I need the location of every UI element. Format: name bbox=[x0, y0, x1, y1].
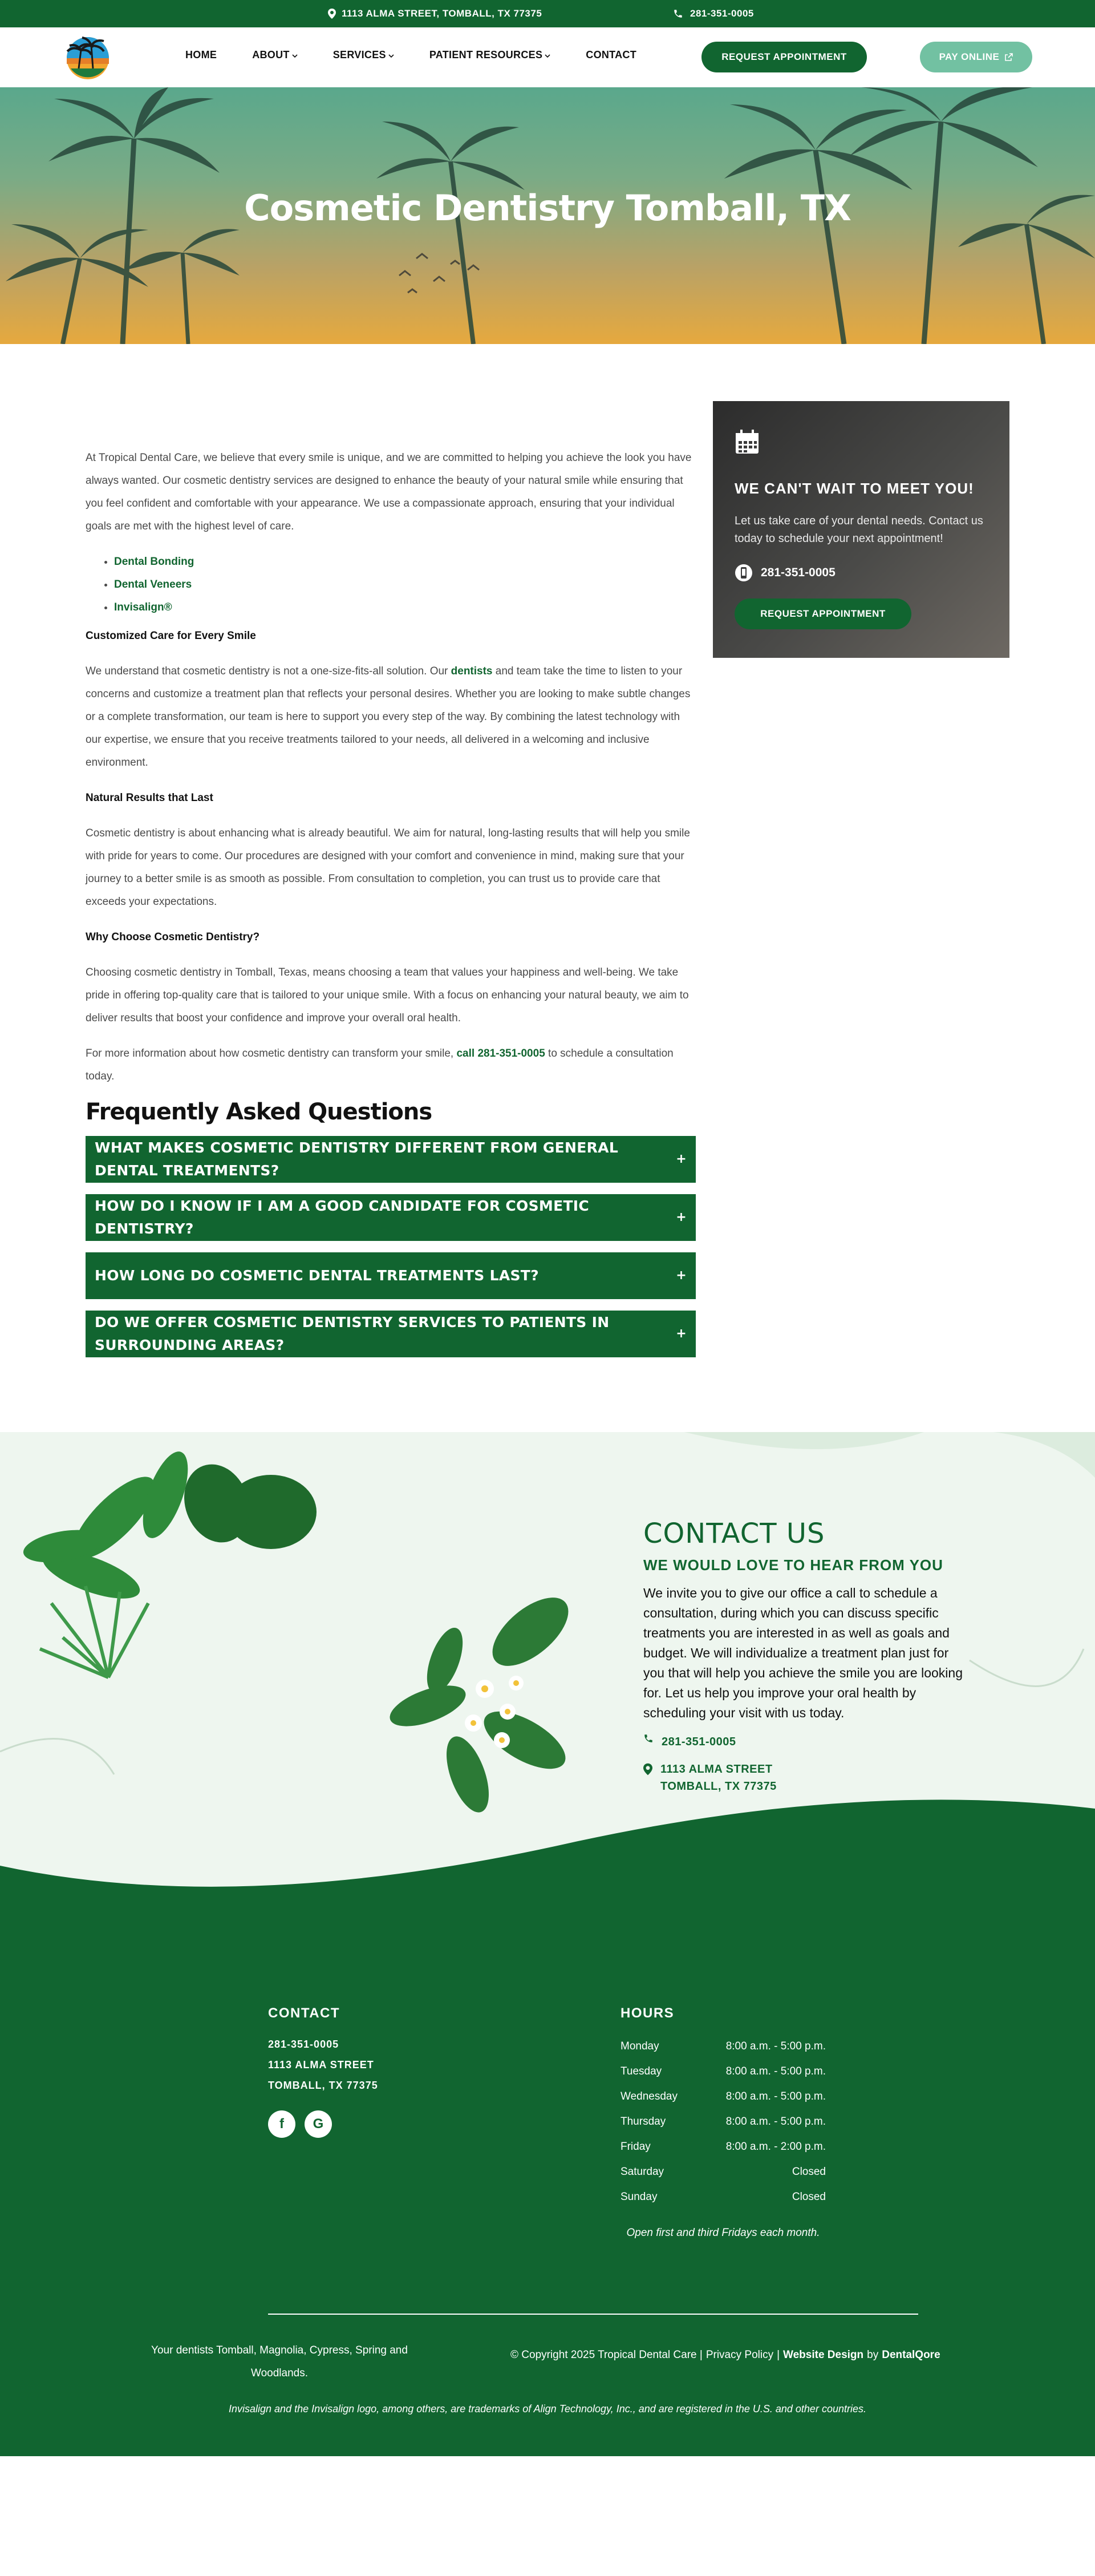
nav-contact[interactable] bbox=[586, 49, 636, 61]
website-design-label: Website Design bbox=[783, 2349, 864, 2361]
nav-services[interactable] bbox=[333, 49, 394, 61]
heading-why-choose: Why Choose Cosmetic Dentistry? bbox=[86, 931, 260, 943]
top-phone-text: 281-351-0005 bbox=[690, 8, 754, 19]
dentalqore-logo[interactable] bbox=[882, 2349, 940, 2361]
hours-row bbox=[620, 2134, 826, 2160]
nav-about[interactable] bbox=[252, 49, 298, 61]
social-links bbox=[268, 2110, 378, 2138]
dental-bonding-link[interactable]: Dental Bonding bbox=[114, 556, 194, 568]
nav-about-label: ABOUT bbox=[252, 49, 290, 60]
faq-question: WHAT MAKES COSMETIC DENTISTRY DIFFERENT FROM GENERAL DENTAL TREATMENTS? bbox=[95, 1139, 619, 1179]
footer-hours-heading: HOURS bbox=[620, 2005, 675, 2021]
hours-day: Thursday bbox=[620, 2116, 666, 2128]
nav-home-label: HOME bbox=[185, 49, 217, 60]
list-item[interactable] bbox=[114, 596, 696, 619]
faq-title: Frequently Asked Questions bbox=[86, 1099, 432, 1125]
cta-phone[interactable] bbox=[735, 564, 836, 582]
more-info-text-1: For more information about how cosmetic dentistry can transform your smile, bbox=[86, 1048, 457, 1059]
map-pin-icon bbox=[643, 1763, 652, 1776]
hours-time: 8:00 a.m. - 5:00 p.m. bbox=[725, 2116, 826, 2128]
pay-online-button[interactable] bbox=[920, 42, 1032, 72]
hours-time: 8:00 a.m. - 5:00 p.m. bbox=[725, 2065, 826, 2077]
faq-question: DO WE OFFER COSMETIC DENTISTRY SERVICES TO PATIENTS IN SURROUNDING AREAS? bbox=[95, 1314, 610, 1353]
phone-icon bbox=[643, 1733, 654, 1744]
footer-hours bbox=[620, 2005, 826, 2239]
hours-row bbox=[620, 2059, 826, 2084]
hours-row bbox=[620, 2109, 826, 2134]
contact-info bbox=[643, 1518, 968, 1795]
hours-day: Sunday bbox=[620, 2191, 658, 2203]
map-pin-icon bbox=[328, 9, 336, 19]
why-choose-paragraph: Choosing cosmetic dentistry in Tomball, Texas, means choosing a team that values your happiness and well-being. We take pride in offering top-quality care that is tailored to your unique smile. With a focus on enhancing your natural beauty, we aim to deliver results that boost your confidence and improve your overall oral health. bbox=[86, 966, 689, 1024]
cta-request-appointment-button[interactable]: REQUEST APPOINTMENT bbox=[735, 598, 911, 629]
hours-day: Tuesday bbox=[620, 2065, 662, 2077]
hours-time: Closed bbox=[792, 2166, 826, 2178]
footer-phone[interactable]: 281-351-0005 bbox=[268, 2039, 339, 2050]
nav-services-label: SERVICES bbox=[332, 49, 386, 60]
top-address-text: 1113 ALMA STREET, TOMBALL, TX 77375 bbox=[342, 8, 542, 19]
nav-patient-resources[interactable] bbox=[429, 49, 550, 61]
more-info-text-2: to schedule a consultation today. bbox=[86, 1048, 674, 1082]
hours-row bbox=[620, 2185, 826, 2210]
main-content bbox=[0, 344, 1095, 1432]
hours-day: Friday bbox=[620, 2141, 651, 2153]
appointment-cta-card bbox=[713, 401, 1009, 658]
site-header bbox=[0, 27, 1095, 87]
hours-day: Wednesday bbox=[620, 2090, 678, 2102]
top-phone[interactable] bbox=[673, 8, 754, 19]
top-address[interactable] bbox=[328, 8, 542, 19]
google-icon[interactable]: G bbox=[305, 2110, 332, 2138]
list-item[interactable] bbox=[114, 573, 696, 596]
site-footer bbox=[0, 1943, 1095, 2456]
hours-note: Open first and third Fridays each month. bbox=[626, 2227, 820, 2239]
page-title: Cosmetic Dentistry Tomball, TX bbox=[244, 187, 851, 229]
nav-contact-label: CONTACT bbox=[586, 49, 637, 60]
chevron-down-icon bbox=[388, 53, 394, 58]
faq-item-3[interactable] bbox=[86, 1252, 696, 1299]
contact-address[interactable] bbox=[643, 1761, 968, 1795]
cta-heading: WE CAN'T WAIT TO MEET YOU! bbox=[735, 480, 974, 497]
hero-banner bbox=[0, 87, 1095, 344]
heading-customized-care: Customized Care for Every Smile bbox=[86, 630, 256, 642]
calendar-icon bbox=[735, 430, 760, 455]
hours-day: Monday bbox=[620, 2040, 659, 2052]
faq-item-2[interactable] bbox=[86, 1194, 696, 1241]
website-design-link[interactable] bbox=[783, 2349, 863, 2361]
copyright-separator: | bbox=[777, 2349, 780, 2361]
hours-time: Closed bbox=[792, 2191, 826, 2203]
customized-care-text-1: We understand that cosmetic dentistry is not a one-size-fits-all solution. Our bbox=[86, 665, 451, 677]
contact-section bbox=[0, 1432, 1095, 1943]
facebook-icon[interactable]: f bbox=[268, 2110, 295, 2138]
plus-icon: + bbox=[676, 1210, 687, 1224]
by-text: by bbox=[867, 2349, 879, 2361]
request-appointment-button[interactable]: REQUEST APPOINTMENT bbox=[701, 42, 867, 72]
contact-address-line1: 1113 ALMA STREET bbox=[660, 1763, 773, 1776]
logo[interactable] bbox=[62, 33, 114, 80]
contact-subtitle: WE WOULD LOVE TO HEAR FROM YOU bbox=[643, 1556, 943, 1574]
invisalign-link[interactable]: Invisalign® bbox=[114, 601, 172, 613]
chevron-down-icon bbox=[545, 53, 550, 58]
phone-icon bbox=[673, 9, 683, 19]
external-link-icon bbox=[1005, 53, 1013, 61]
pay-online-label: PAY ONLINE bbox=[939, 51, 1000, 62]
footer-contact-heading: CONTACT bbox=[268, 2005, 340, 2021]
plus-icon: + bbox=[676, 1268, 687, 1283]
page-bottom bbox=[0, 2456, 1095, 2576]
footer-address-line2[interactable]: TOMBALL, TX 77375 bbox=[268, 2080, 378, 2091]
plus-icon: + bbox=[676, 1152, 687, 1166]
natural-results-paragraph: Cosmetic dentistry is about enhancing what is already beautiful. We aim for natural, long-lasting results that will help you smile with pride for years to come. Our procedures are designed with your comfort and convenience in mind, making sure that your journey to a better smile is as smooth as possible. From consultation to completion, you can trust us to provide care that exceeds your expectations. bbox=[86, 827, 690, 908]
phone-icon bbox=[735, 564, 753, 582]
faq-item-4[interactable] bbox=[86, 1311, 696, 1357]
main-nav bbox=[185, 49, 672, 61]
copyright-text: © Copyright 2025 Tropical Dental Care | bbox=[510, 2349, 703, 2361]
contact-phone-text: 281-351-0005 bbox=[662, 1736, 736, 1748]
customized-care-paragraph bbox=[86, 660, 696, 774]
dentists-link[interactable]: dentists bbox=[451, 665, 493, 677]
chevron-down-icon bbox=[292, 53, 298, 58]
footer-address-line1[interactable]: 1113 ALMA STREET bbox=[268, 2059, 374, 2070]
faq-question: HOW DO I KNOW IF I AM A GOOD CANDIDATE FOR COSMETIC DENTISTRY? bbox=[95, 1198, 590, 1237]
list-item[interactable] bbox=[114, 551, 696, 573]
trademark-notice: Invisalign and the Invisalign logo, among others, are trademarks of Align Technology, Inc., and are registered in the U.S. and other countries. bbox=[229, 2403, 866, 2415]
services-list bbox=[114, 551, 696, 619]
heading-natural-results: Natural Results that Last bbox=[86, 792, 213, 804]
hours-row bbox=[620, 2034, 826, 2059]
cta-phone-text: 281-351-0005 bbox=[761, 566, 836, 579]
faq-question: HOW LONG DO COSMETIC DENTAL TREATMENTS LAST? bbox=[95, 1267, 539, 1284]
hours-row bbox=[620, 2160, 826, 2185]
customized-care-text-2: and team take the time to listen to your concerns and customize a treatment plan that reflects your personal desires. Whether you are looking to make subtle changes or a complete transformation, our team is here to support you every step of the way. By combining the latest technology with our expertise, we ensure that you receive treatments tailored to your needs, all delivered in a welcoming and inclusive environment. bbox=[86, 665, 691, 769]
contact-text: We invite you to give our office a call to schedule a consultation, during which you can discuss specific treatments you are interested in as well as goals and budget. We will individualize a treatment plan just for you that will help you achieve the smile you are looking for. Let us help you improve your oral health by scheduling your visit with us today. bbox=[643, 1586, 963, 1720]
dental-veneers-link[interactable]: Dental Veneers bbox=[114, 579, 192, 591]
privacy-policy-link[interactable]: Privacy Policy bbox=[705, 2349, 774, 2361]
cta-text: Let us take care of your dental needs. Contact us today to schedule your next appointment! bbox=[735, 515, 983, 545]
nav-home[interactable] bbox=[185, 49, 217, 61]
hours-day: Saturday bbox=[620, 2166, 664, 2178]
hours-time: 8:00 a.m. - 5:00 p.m. bbox=[725, 2090, 826, 2102]
footer-areas: Your dentists Tomball, Magnolia, Cypress, Spring and Woodlands. bbox=[151, 2344, 408, 2379]
call-phone-link[interactable]: call 281-351-0005 bbox=[456, 1048, 545, 1059]
contact-phone[interactable] bbox=[643, 1733, 968, 1750]
article bbox=[86, 447, 696, 1369]
nav-patient-resources-label: PATIENT RESOURCES bbox=[429, 49, 543, 60]
footer-divider bbox=[268, 2314, 918, 2315]
hours-time: 8:00 a.m. - 5:00 p.m. bbox=[725, 2040, 826, 2052]
hours-time: 8:00 a.m. - 2:00 p.m. bbox=[725, 2141, 826, 2153]
more-info-paragraph bbox=[86, 1042, 696, 1088]
footer-copyright bbox=[510, 2349, 940, 2361]
faq-item-1[interactable] bbox=[86, 1136, 696, 1183]
plus-icon: + bbox=[676, 1327, 687, 1341]
contact-title: CONTACT US bbox=[643, 1518, 825, 1550]
dentalqore-label: DentalQore bbox=[882, 2349, 940, 2361]
hours-row bbox=[620, 2084, 826, 2109]
contact-address-line2: TOMBALL, TX 77375 bbox=[660, 1780, 777, 1793]
top-bar bbox=[0, 0, 1095, 27]
intro-paragraph: At Tropical Dental Care, we believe that every smile is unique, and we are committed to helping you achieve the look you have always wanted. Our cosmetic dentistry services are designed to enhance the beauty of your natural smile while ensuring that you feel confident and comfortable with your appearance. We use a compassionate approach, ensuring that your individual goals are met with the highest level of care. bbox=[86, 452, 692, 532]
footer-contact bbox=[268, 2005, 378, 2138]
